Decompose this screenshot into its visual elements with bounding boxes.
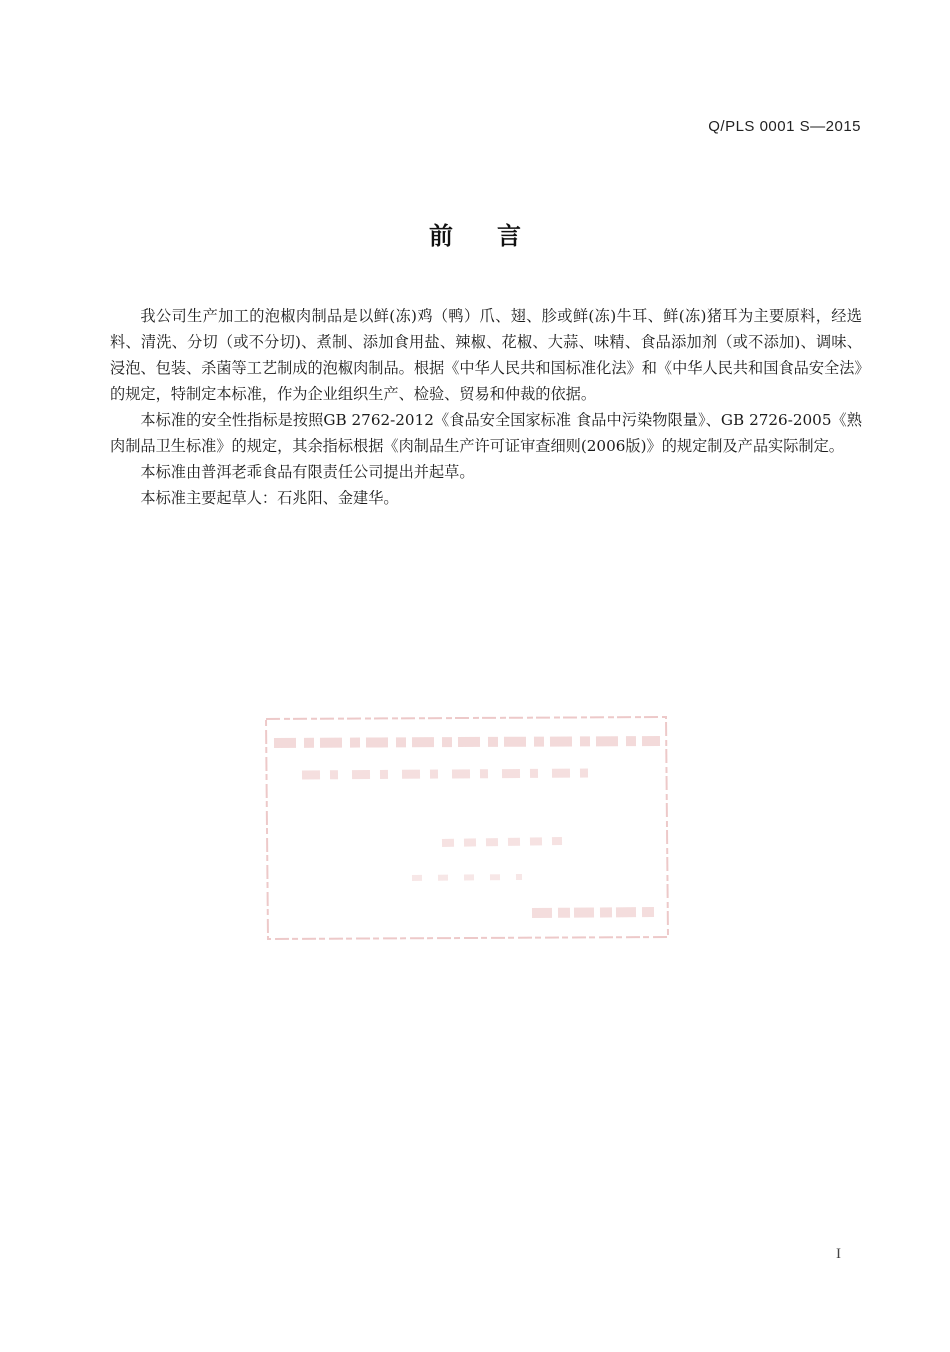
paragraph-safety-indicators: 本标准的安全性指标是按照GB 2762-2012《食品安全国家标准 食品中污染物限量》、GB 2726-2005《熟肉制品卫生标准》的规定，其余指标根据《肉制品生产许可证审查细则(2006版)》的规定制及产品实际制定。 <box>110 411 862 455</box>
paragraph-proposer: 本标准由普洱老乖食品有限责任公司提出并起草。 <box>140 463 475 481</box>
page-title: 前言 <box>429 222 565 250</box>
page-number: I <box>836 1246 841 1262</box>
document-body <box>110 303 862 511</box>
paragraph-intro: 我公司生产加工的泡椒肉制品是以鲜(冻)鸡（鸭）爪、翅、胗或鲜(冻)牛耳、鲜(冻)猪耳为主要原料，经选料、清洗、分切（或不分切)、煮制、添加食用盐、辣椒、花椒、大蒜、味精、食品添加剂（或不添加)、调味、浸泡、包装、杀菌等工艺制成的泡椒肉制品。根据《中华人民共和国标准化法》和《中华人民共和国食品安全法》的规定，特制定本标准，作为企业组织生产、检验、贸易和仲裁的依据。 <box>110 307 862 403</box>
registration-stamp-icon <box>262 713 670 941</box>
document-code: Q/PLS 0001 S—2015 <box>708 118 861 135</box>
paragraph-drafters: 本标准主要起草人：石兆阳、金建华。 <box>140 489 399 507</box>
